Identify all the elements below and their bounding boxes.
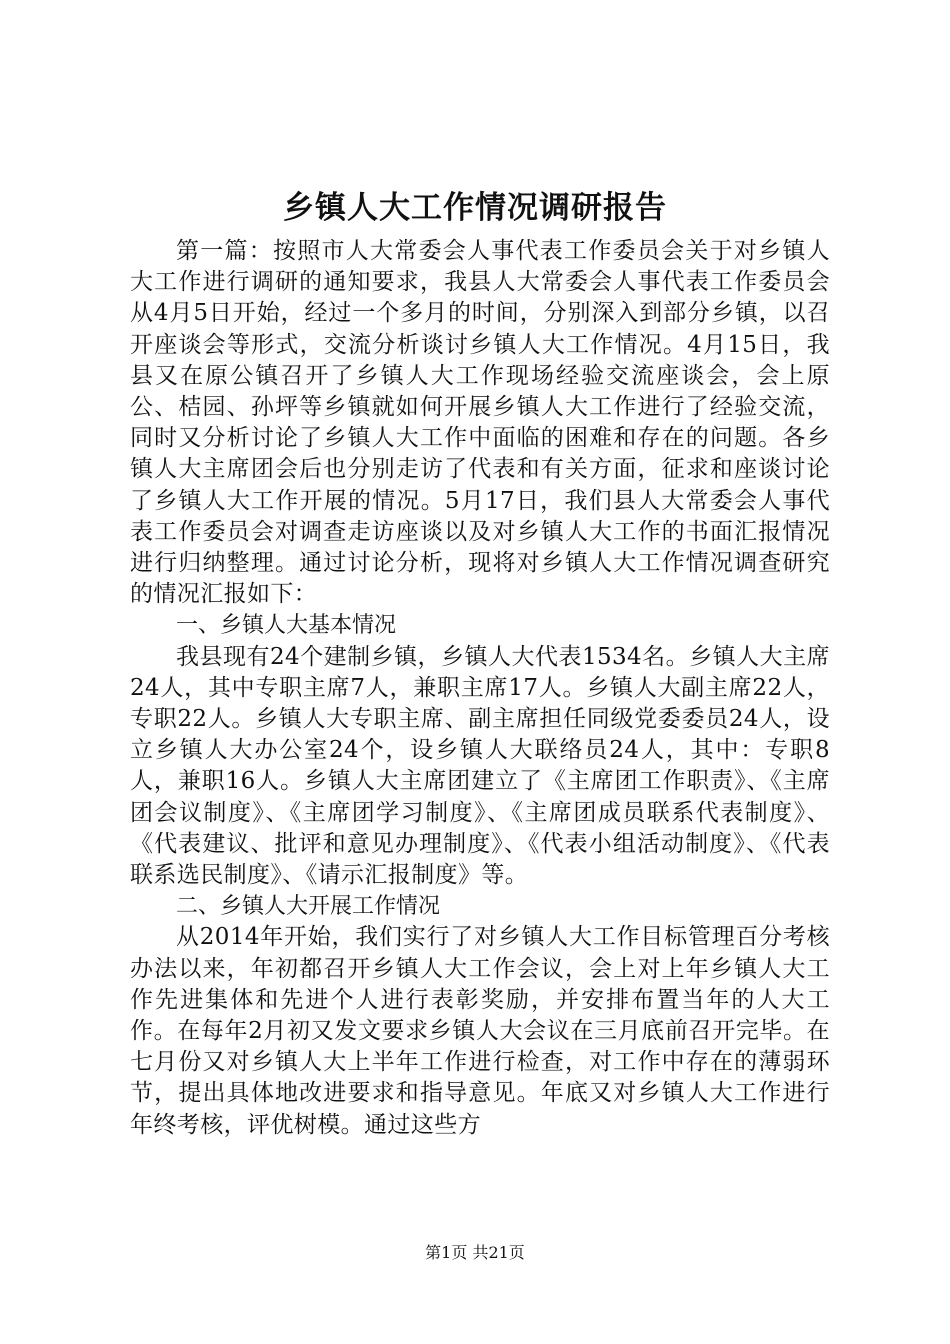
section-2-paragraph: 从2014年开始，我们实行了对乡镇人大工作目标管理百分考核办法以来，年初都召开乡镇人大工作会议，会上对上年乡镇人大工作先进集体和先进个人进行表彰奖励，并安排布置当年的人大工作。在每年2月初又发文要求乡镇人大会议在三月底前召开完毕。在七月份又对乡镇人大上半年工作进行检查，对工作中存在的薄弱环节，提出具体地改进要求和指导意见。年底又对乡镇人大工作进行年终考核，评优树模。通过这些方 (130, 924, 830, 1138)
section-1-paragraph: 我县现有24个建制乡镇，乡镇人大代表1534名。乡镇人大主席24人，其中专职主席7人，兼职主席17人。乡镇人大副主席22人，专职22人。乡镇人大专职主席、副主席担任同级党委委员24人，设立乡镇人大办公室24个，设乡镇人大联络员24人，其中：专职8人，兼职16人。乡镇人大主席团建立了《主席团工作职责》、《主席团会议制度》、《主席团学习制度》、《主席团成员联系代表制度》、《代表建议、批评和意见办理制度》、《代表小组活动制度》、《代表联系选民制度》、《请示汇报制度》等。 (130, 643, 830, 889)
section-2-heading: 二、乡镇人大开展工作情况 (176, 894, 441, 920)
page-footer: 第1页 共21页 (425, 1243, 525, 1262)
document-body (130, 236, 830, 1141)
document-title: 乡镇人大工作情况调研报告 (283, 190, 667, 226)
section-1-heading: 一、乡镇人大基本情况 (176, 613, 397, 639)
intro-paragraph: 第一篇：按照市人大常委会人事代表工作委员会关于对乡镇人大工作进行调研的通知要求，我县人大常委会人事代表工作委员会从4月5日开始，经过一个多月的时间，分别深入到部分乡镇，以召开座谈会等形式，交流分析谈讨乡镇人大工作情况。4月15日，我县又在原公镇召开了乡镇人大工作现场经验交流座谈会，会上原公、桔园、孙坪等乡镇就如何开展乡镇人大工作进行了经验交流，同时又分析讨论了乡镇人大工作中面临的困难和存在的问题。各乡镇人大主席团会后也分别走访了代表和有关方面，征求和座谈讨论了乡镇人大工作开展的情况。5月17日，我们县人大常委会人事代表工作委员会对调查走访座谈以及对乡镇人大工作的书面汇报情况进行归纳整理。通过讨论分析，现将对乡镇人大工作情况调查研究的情况汇报如下： (130, 238, 830, 608)
